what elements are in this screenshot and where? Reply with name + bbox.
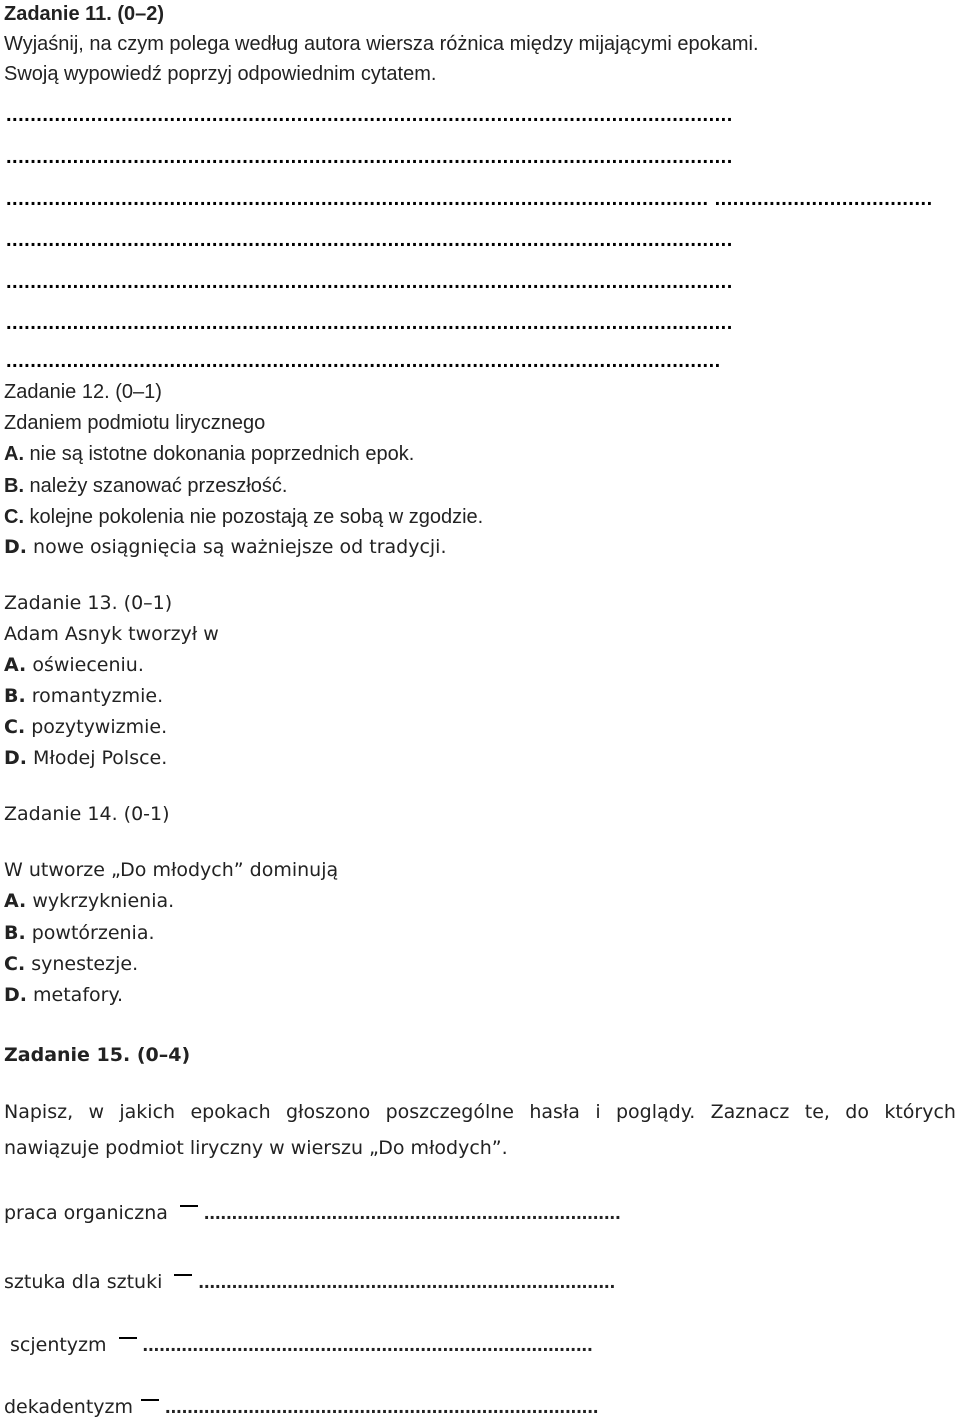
option-letter: B. bbox=[4, 685, 26, 707]
item-label: sztuka dla sztuki bbox=[4, 1271, 163, 1293]
word: w bbox=[88, 1101, 105, 1123]
option-letter: B. bbox=[4, 922, 26, 944]
word: których bbox=[884, 1101, 956, 1123]
option-letter: D. bbox=[4, 747, 27, 769]
option-text: pozytywizmie. bbox=[25, 716, 168, 738]
task-13-option-a[interactable] bbox=[4, 656, 144, 675]
option-letter: A. bbox=[4, 890, 27, 912]
word: i bbox=[595, 1101, 601, 1123]
task-12-option-c[interactable] bbox=[4, 507, 483, 527]
option-letter: B. bbox=[4, 475, 24, 497]
answer-line[interactable]: .................................................................................................................... .................................... bbox=[6, 189, 933, 209]
task-14-option-a[interactable] bbox=[4, 892, 174, 911]
answer-line[interactable]: ...................................................................................................................... bbox=[6, 351, 721, 371]
task-13-option-b[interactable] bbox=[4, 687, 163, 706]
answer-line[interactable]: ........................................................................................................................ bbox=[6, 147, 733, 167]
task-12-option-d[interactable] bbox=[4, 538, 447, 557]
answer-line[interactable]: ........................................................................... bbox=[198, 1271, 616, 1293]
dash bbox=[180, 1205, 198, 1207]
word: głoszono bbox=[285, 1101, 371, 1123]
word: te, bbox=[804, 1101, 830, 1123]
option-letter: D. bbox=[4, 536, 27, 558]
option-text: powtórzenia. bbox=[25, 922, 155, 944]
option-letter: C. bbox=[4, 953, 26, 975]
option-text: nowe osiągnięcia są ważniejsze od tradycji. bbox=[27, 536, 447, 558]
task-13-stem: Adam Asnyk tworzył w bbox=[4, 623, 219, 645]
task-11-instruction-line-1: Wyjaśnij, na czym polega według autora wiersza różnica między mijającymi epokami. bbox=[4, 33, 759, 55]
task-14-title: Zadanie 14. (0-1) bbox=[4, 803, 170, 825]
option-text: kolejne pokolenia nie pozostają ze sobą w zgodzie. bbox=[24, 506, 484, 528]
dash bbox=[174, 1274, 192, 1276]
word: hasła bbox=[529, 1101, 580, 1123]
option-letter: D. bbox=[4, 984, 27, 1006]
task-15-instruction-line-1 bbox=[4, 1103, 956, 1122]
option-text: wykrzyknienia. bbox=[26, 890, 175, 912]
task-12-title: Zadanie 12. (0–1) bbox=[4, 381, 162, 403]
word: do bbox=[845, 1101, 869, 1123]
task-12-option-a[interactable] bbox=[4, 444, 414, 464]
task-13-title: Zadanie 13. (0–1) bbox=[4, 592, 173, 614]
item-label: dekadentyzm bbox=[4, 1396, 134, 1418]
task-14-option-c[interactable] bbox=[4, 955, 138, 974]
item-label: praca organiczna bbox=[4, 1202, 168, 1224]
task-14-option-b[interactable] bbox=[4, 924, 155, 943]
answer-line[interactable]: ........................................................................................................................ bbox=[6, 230, 733, 250]
task-15-item-praca-organiczna bbox=[4, 1203, 621, 1223]
word: jakich bbox=[119, 1101, 176, 1123]
word: Zaznacz bbox=[710, 1101, 790, 1123]
task-15-item-sztuka-dla-sztuki bbox=[4, 1272, 615, 1292]
word: Napisz, bbox=[4, 1101, 74, 1123]
answer-line[interactable]: ........................................................................................................................ bbox=[6, 105, 733, 125]
option-letter: C. bbox=[4, 506, 24, 528]
option-letter: A. bbox=[4, 443, 24, 465]
task-12-option-b[interactable] bbox=[4, 476, 287, 496]
word: poszczególne bbox=[385, 1101, 514, 1123]
option-text: synestezje. bbox=[25, 953, 139, 975]
word: poglądy. bbox=[615, 1101, 696, 1123]
task-13-option-d[interactable] bbox=[4, 749, 167, 768]
task-15-item-dekadentyzm bbox=[4, 1397, 598, 1417]
answer-line[interactable]: ........................................................................................................................ bbox=[6, 313, 733, 333]
option-letter: A. bbox=[4, 654, 27, 676]
word: epokach bbox=[190, 1101, 271, 1123]
task-13-option-c[interactable] bbox=[4, 718, 167, 737]
dash bbox=[141, 1399, 159, 1401]
dash bbox=[119, 1337, 137, 1339]
option-text: Młodej Polsce. bbox=[27, 747, 168, 769]
task-15-item-scjentyzm bbox=[10, 1335, 593, 1355]
option-text: metafory. bbox=[27, 984, 124, 1006]
task-11-title: Zadanie 11. (0–2) bbox=[4, 3, 165, 25]
option-letter: C. bbox=[4, 716, 26, 738]
task-11-instruction-line-2: Swoją wypowiedź poprzyj odpowiednim cytatem. bbox=[4, 63, 437, 85]
task-15-instruction-line-2: nawiązuje podmiot liryczny w wierszu „Do młodych”. bbox=[4, 1137, 508, 1159]
task-14-stem: W utworze „Do młodych” dominują bbox=[4, 859, 339, 881]
answer-line[interactable]: ................................................................................. bbox=[142, 1334, 593, 1356]
option-text: oświeceniu. bbox=[26, 654, 144, 676]
option-text: należy szanować przeszłość. bbox=[24, 475, 288, 497]
task-12-stem: Zdaniem podmiotu lirycznego bbox=[4, 412, 266, 434]
answer-line[interactable]: ........................................................................................................................ bbox=[6, 272, 733, 292]
answer-line[interactable]: .............................................................................. bbox=[165, 1396, 599, 1418]
task-14-option-d[interactable] bbox=[4, 986, 123, 1005]
option-text: romantyzmie. bbox=[25, 685, 164, 707]
option-text: nie są istotne dokonania poprzednich epok. bbox=[24, 443, 415, 465]
item-label: scjentyzm bbox=[10, 1334, 107, 1356]
answer-line[interactable]: ........................................................................... bbox=[203, 1202, 621, 1224]
task-15-title: Zadanie 15. (0–4) bbox=[4, 1044, 191, 1066]
